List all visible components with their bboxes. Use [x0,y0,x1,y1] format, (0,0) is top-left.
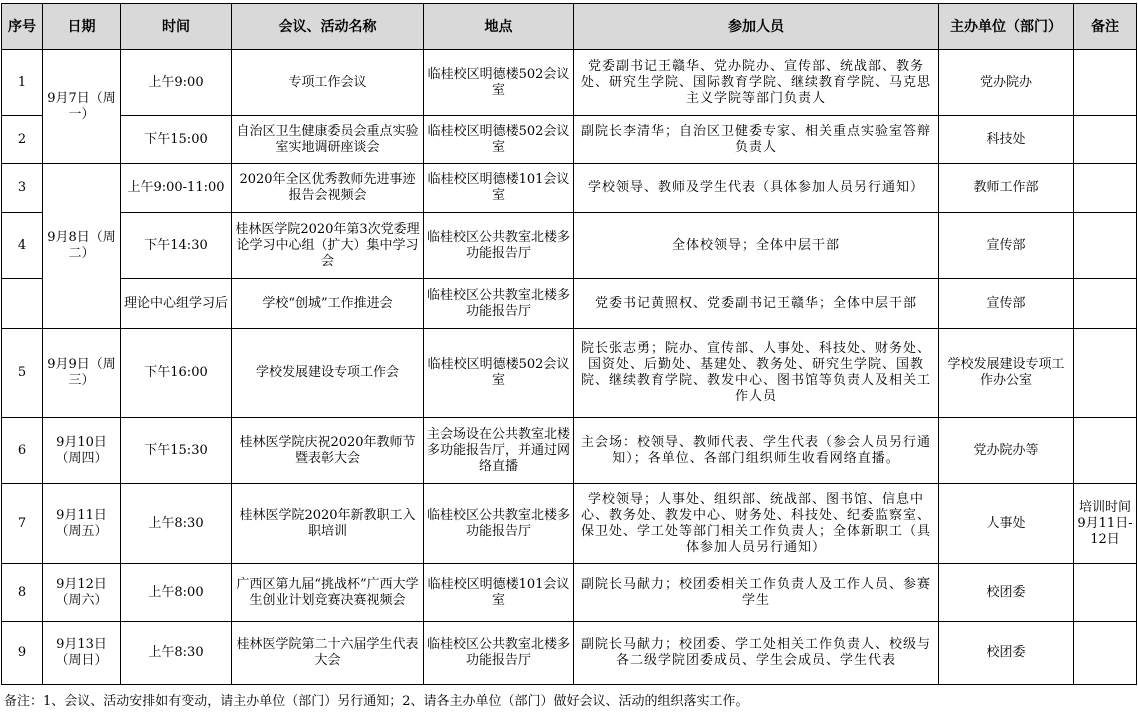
note-cell [1074,418,1137,484]
header-note: 备注 [1074,4,1137,50]
host-cell: 校团委 [939,622,1074,685]
date-cell: 9月13日（周日） [43,622,121,685]
seq-cell: 1 [2,50,43,116]
attendees-cell: 学校领导；人事处、组织部、统战部、图书馆、信息中心、教务处、教发中心、财务处、科技处、纪委监察室、保卫处、学工处等部门相关工作负责人；全体新职工（具体参加人员另行通知） [574,484,939,564]
host-cell: 人事处 [939,484,1074,564]
header-attendees: 参加人员 [574,4,939,50]
place-cell: 临桂校区公共教室北楼多功能报告厅 [424,213,574,279]
name-cell: 桂林医学院第二十六届学生代表大会 [232,622,424,685]
host-cell: 科技处 [939,116,1074,164]
seq-cell: 4 [2,213,43,279]
place-cell: 临桂校区公共教室北楼多功能报告厅 [424,279,574,329]
place-cell: 临桂校区明德楼101会议室 [424,164,574,213]
place-cell: 主会场设在公共教室北楼多功能报告厅，并通过网络直播 [424,418,574,484]
header-time: 时间 [121,4,232,50]
name-cell: 自治区卫生健康委员会重点实验室实地调研座谈会 [232,116,424,164]
host-cell: 校团委 [939,564,1074,622]
seq-cell: 2 [2,116,43,164]
footnote: 备注：1、会议、活动安排如有变动，请主办单位（部门）另行通知；2、请各主办单位（部门）做好会议、活动的组织落实工作。 [4,694,749,709]
attendees-cell: 副院长马献力；校团委、学工处相关工作负责人、校级与各二级学院团委成员、学生会成员、学生代表 [574,622,939,685]
date-cell: 9月10日（周四） [43,418,121,484]
name-cell: 学校“创城”工作推进会 [232,279,424,329]
note-cell: 培训时间9月11日-12日 [1074,484,1137,564]
time-cell: 上午8:30 [121,622,232,685]
time-cell: 下午15:30 [121,418,232,484]
date-cell: 9月12日（周六） [43,564,121,622]
place-cell: 临桂校区明德楼502会议室 [424,329,574,418]
attendees-cell: 党委副书记王赣华、党办院办、宣传部、统战部、教务处、研究生学院、国际教育学院、继续教育学院、马克思主义学院等部门负责人 [574,50,939,116]
attendees-cell: 全体校领导；全体中层干部 [574,213,939,279]
host-cell: 宣传部 [939,279,1074,329]
note-cell [1074,622,1137,685]
note-cell [1074,213,1137,279]
name-cell: 2020年全区优秀教师先进事迹报告会视频会 [232,164,424,213]
table-row [2,418,1137,484]
table-row [2,484,1137,564]
date-cell: 9月7日（周一） [43,50,121,164]
host-cell: 宣传部 [939,213,1074,279]
seq-cell: 3 [2,164,43,213]
schedule-table [1,3,1137,685]
time-cell: 下午14:30 [121,213,232,279]
time-cell: 上午8:30 [121,484,232,564]
place-cell: 临桂校区明德楼502会议室 [424,116,574,164]
seq-cell: 5 [2,329,43,418]
header-row [2,4,1137,50]
header-seq: 序号 [2,4,43,50]
date-cell: 9月11日（周五） [43,484,121,564]
place-cell: 临桂校区公共教室北楼多功能报告厅 [424,484,574,564]
date-cell: 9月8日（周二） [43,164,121,329]
table-row [2,329,1137,418]
time-cell: 下午16:00 [121,329,232,418]
seq-cell [2,279,43,329]
date-cell: 9月9日（周三） [43,329,121,418]
note-cell [1074,564,1137,622]
place-cell: 临桂校区公共教室北楼多功能报告厅 [424,622,574,685]
seq-cell: 8 [2,564,43,622]
time-cell: 上午9:00 [121,50,232,116]
seq-cell: 7 [2,484,43,564]
name-cell: 广西区第九届“挑战杯”广西大学生创业计划竞赛决赛视频会 [232,564,424,622]
attendees-cell: 学校领导、教师及学生代表（具体参加人员另行通知） [574,164,939,213]
host-cell: 学校发展建设专项工作办公室 [939,329,1074,418]
host-cell: 党办院办等 [939,418,1074,484]
table-row [2,279,1137,329]
name-cell: 桂林医学院2020年第3次党委理论学习中心组（扩大）集中学习会 [232,213,424,279]
time-cell: 上午8:00 [121,564,232,622]
note-cell [1074,329,1137,418]
header-date: 日期 [43,4,121,50]
table-row [2,213,1137,279]
name-cell: 桂林医学院2020年新教职工入职培训 [232,484,424,564]
place-cell: 临桂校区明德楼101会议室 [424,564,574,622]
seq-cell: 6 [2,418,43,484]
table-row [2,564,1137,622]
attendees-cell: 副院长马献力；校团委相关工作负责人及工作人员、参赛学生 [574,564,939,622]
header-name: 会议、活动名称 [232,4,424,50]
name-cell: 桂林医学院庆祝2020年教师节暨表彰大会 [232,418,424,484]
host-cell: 党办院办 [939,50,1074,116]
table-row [2,50,1137,116]
note-cell [1074,279,1137,329]
attendees-cell: 副院长李清华；自治区卫健委专家、相关重点实验室答辩负责人 [574,116,939,164]
host-cell: 教师工作部 [939,164,1074,213]
attendees-cell: 党委书记黄照权、党委副书记王赣华；全体中层干部 [574,279,939,329]
attendees-cell: 主会场：校领导、教师代表、学生代表（参会人员另行通知）；各单位、各部门组织师生收看网络直播。 [574,418,939,484]
table-row [2,622,1137,685]
time-cell: 下午15:00 [121,116,232,164]
time-cell: 理论中心组学习后 [121,279,232,329]
attendees-cell: 院长张志勇；院办、宣传部、人事处、科技处、财务处、国资处、后勤处、基建处、教务处、研究生学院、国教院、继续教育学院、教发中心、图书馆等负责人及相关工作人员 [574,329,939,418]
table-row [2,116,1137,164]
place-cell: 临桂校区明德楼502会议室 [424,50,574,116]
header-host: 主办单位（部门） [939,4,1074,50]
name-cell: 学校发展建设专项工作会 [232,329,424,418]
table-row [2,164,1137,213]
note-cell [1074,116,1137,164]
time-cell: 上午9:00-11:00 [121,164,232,213]
note-cell [1074,164,1137,213]
name-cell: 专项工作会议 [232,50,424,116]
header-place: 地点 [424,4,574,50]
note-cell [1074,50,1137,116]
seq-cell: 9 [2,622,43,685]
